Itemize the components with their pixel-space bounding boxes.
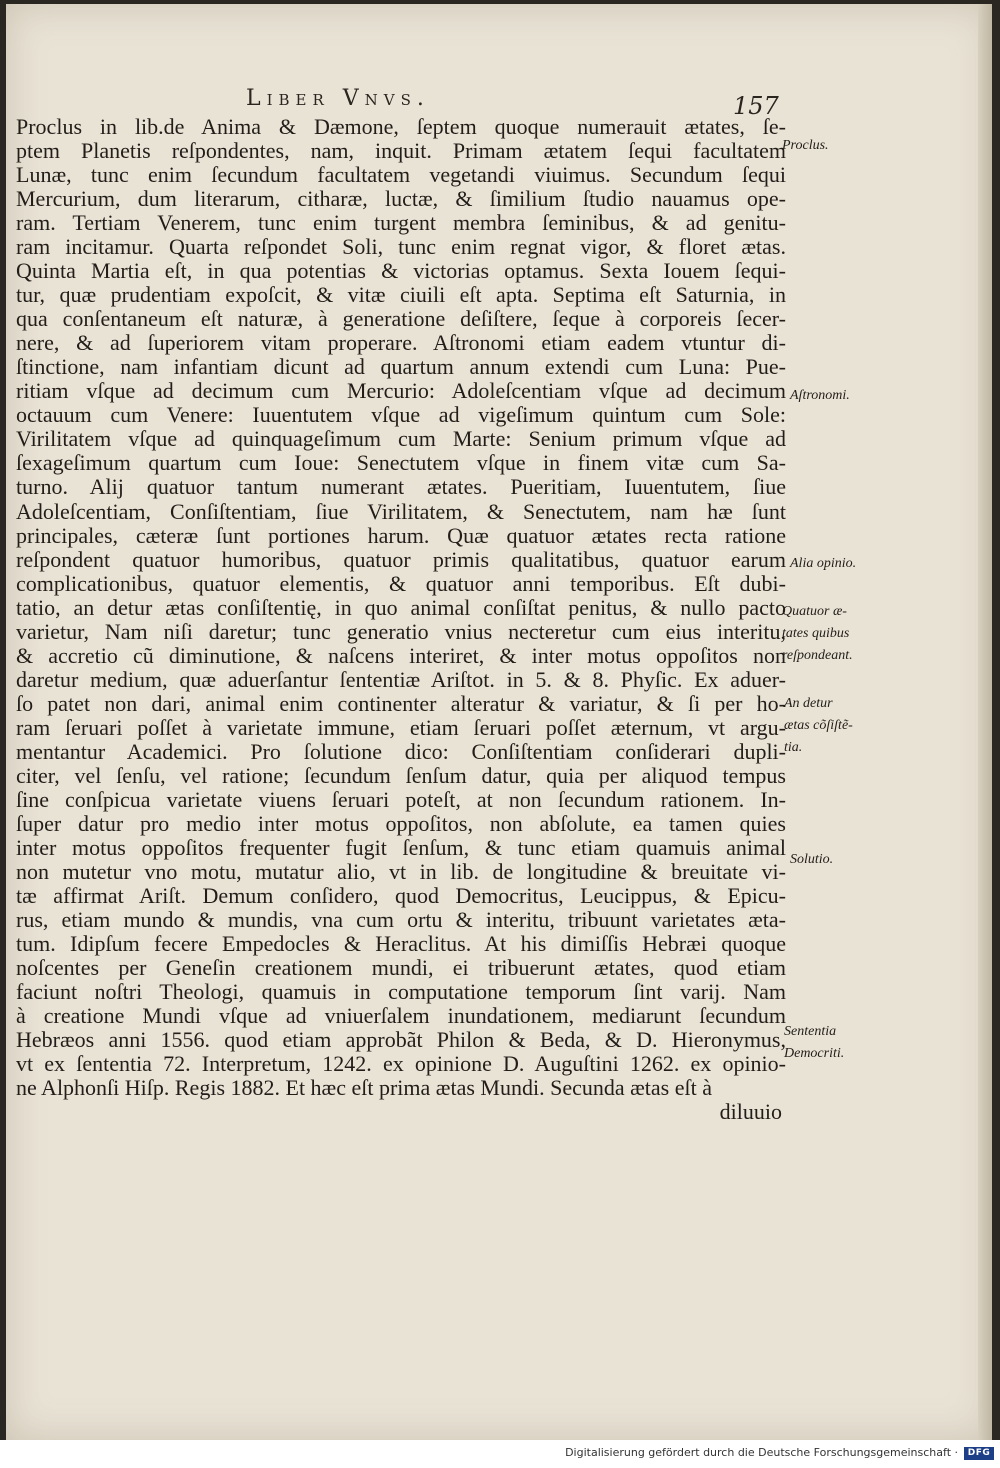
margin-note-line: reſpondeant. xyxy=(782,648,853,663)
text-line: Lunæ, tunc enim ſecundum facultatem vegetandi viuimus. Secundum ſequi xyxy=(16,163,786,188)
text-line: principales, cæteræ ſunt portiones harum. Quæ quatuor ætates recta ratione xyxy=(16,523,786,548)
text-line: Proclus in lib.de Anima & Dæmone, ſeptem quoque numerauit ætates, ſe- xyxy=(16,115,786,139)
margin-note-line: Quatuor æ- xyxy=(782,604,847,619)
text-line: non mutetur vno motu, mutatur alio, vt in lib. de longitudine & breuitate vi- xyxy=(16,859,786,884)
text-line: Hebræos anni 1556. quod etiam approbãt Philon & Beda, & D. Hieronymus, xyxy=(16,1028,786,1053)
page-edge xyxy=(978,4,992,1440)
digitization-footer xyxy=(0,1440,1000,1468)
margin-note-line: tates quibus xyxy=(782,626,850,641)
text-line: tatio, an detur ætas conſiſtentię, in quo animal conſiſtat penitus, & nullo pacto xyxy=(16,595,786,620)
margin-note-line: An detur xyxy=(784,696,833,711)
margin-note-line: Proclus. xyxy=(782,138,829,153)
text-line: ſtinctione, nam infantiam dicunt ad quartum annum extendi cum Luna: Pue- xyxy=(16,355,786,380)
text-line: qua conſentaneum eſt naturæ, à generatione deſiſtere, ſeque à corporeis ſecer- xyxy=(16,307,786,332)
text-line: tum. Idipſum fecere Empedocles & Heraclitus. At his dimiſſis Hebræi quoque xyxy=(16,932,786,957)
margin-note-line: Democriti. xyxy=(784,1046,845,1061)
text-line: Mercurium, dum literarum, citharæ, luctæ, & ſimilium ſtudio nauamus ope- xyxy=(16,187,786,212)
margin-note-line: Sententia xyxy=(784,1024,837,1039)
text-line: faciunt noſtri Theologi, quamuis in computatione temporum ſint varij. Nam xyxy=(16,980,786,1005)
dfg-logo: DFG xyxy=(964,1447,994,1460)
text-line: ram. Tertiam Venerem, tunc enim turgent membra ſeminibus, & ad genitu- xyxy=(16,211,786,236)
text-line: ritiam vſque ad decimum cum Mercurio: Adoleſcentiam vſque ad decimum xyxy=(16,379,786,404)
book-page xyxy=(6,4,992,1440)
text-line: nere, & ad ſuperiorem vitam properare. Aſtronomi etiam eadem vtuntur di- xyxy=(16,331,786,356)
catchword: diluuio xyxy=(719,1100,782,1125)
text-line: & accretio cũ diminutione, & naſcens interiret, & inter motus oppoſitos non xyxy=(16,643,786,668)
text-line: ram incitamur. Quarta reſpondet Soli, tunc enim regnat vigor, & floret ætas. xyxy=(16,235,786,260)
footer-credit: Digitalisierung gefördert durch die Deutsche Forschungsgemeinschaft · xyxy=(565,1446,958,1459)
text-line: inter motus oppoſitos frequenter fugit ſenſum, & tunc etiam quamuis animal xyxy=(16,835,786,860)
text-line: Quinta Martia eſt, in qua potentias & victorias optamus. Sexta Iouem ſequi- xyxy=(16,259,786,284)
text-line: noſcentes per Geneſin creationem mundi, ei tribuerunt ætates, quod etiam xyxy=(16,956,786,981)
text-line: complicationibus, quatuor elementis, & quatuor anni temporibus. Eſt dubi- xyxy=(16,571,786,596)
text-line: citer, vel ſenſu, vel ratione; ſecundum ſenſum datur, quia per aliquod tempus xyxy=(16,763,786,788)
margin-note-astronomi xyxy=(790,385,850,407)
margin-note-line: ætas cõſiſtẽ- xyxy=(784,718,853,733)
text-line: à creatione Mundi vſque ad vniuerſalem inundationem, mediarunt ſecundum xyxy=(16,1004,786,1029)
text-line: varietur, Nam niſi daretur; tunc generatio vnius necteretur cum eius interitu, xyxy=(16,619,786,644)
body-text xyxy=(16,115,786,1124)
margin-note-quatuor-aetates xyxy=(782,601,853,667)
text-line: tæ affirmat Ariſt. Demum conſidero, quod Democritus, Leucippus, & Epicu- xyxy=(16,884,786,908)
text-line: turno. Alij quatuor tantum numerant ætates. Pueritiam, Iuuentutem, ſiue xyxy=(16,475,786,500)
margin-note-proclus xyxy=(782,135,829,157)
page-number: 157 xyxy=(733,92,779,120)
margin-note-line: Solutio. xyxy=(790,852,834,867)
text-line: mentantur Academici. Pro ſolutione dico: Conſiſtentiam conſiderari dupli- xyxy=(16,739,786,764)
margin-note-an-detur xyxy=(784,693,853,759)
text-line: ſo patet non dari, animal enim continenter alteratur & variatur, & ſi per ho- xyxy=(16,691,786,716)
text-line: ſuper datur pro medio inter motus oppoſitos, non abſolute, ea tamen quies xyxy=(16,811,786,836)
running-title: Liber Vnvs. xyxy=(246,86,430,111)
margin-note-sententia xyxy=(784,1021,844,1065)
text-line: rus, etiam mundo & mundis, vna cum ortu & interitu, tribuunt varietates æta- xyxy=(16,908,786,933)
margin-note-line: tia. xyxy=(784,740,803,755)
text-line: ram ſeruari poſſet à varietate immune, etiam ſeruari poſſet æternum, vt argu- xyxy=(16,715,786,740)
text-line: ptem Planetis reſpondentes, nam, inquit. Primam ætatem ſequi facultatem xyxy=(16,139,786,164)
margin-note-line: Aſtronomi. xyxy=(790,388,850,403)
text-line: ſexageſimum quartum cum Ioue: Senectutem vſque in finem vitæ cum Sa- xyxy=(16,451,786,476)
margin-note-solutio xyxy=(790,849,833,871)
text-line: Virilitatem vſque ad quinquageſimum cum Marte: Senium primum vſque ad xyxy=(16,427,786,452)
text-line: octauum cum Venere: Iuuentutem vſque ad vigeſimum quintum cum Sole: xyxy=(16,403,786,428)
text-line: ſine conſpicua varietate viuens ſeruari poteſt, at non ſecundum rationem. In- xyxy=(16,787,786,812)
text-line: reſpondent quatuor humoribus, quatuor primis qualitatibus, quatuor earum xyxy=(16,547,786,572)
margin-note-line: Alia opinio. xyxy=(790,556,857,571)
margin-note-alia-opinio xyxy=(790,553,856,575)
text-line: Adoleſcentiam, Conſiſtentiam, ſiue Virilitatem, & Senectutem, nam hæ ſunt xyxy=(16,499,786,524)
text-line: daretur medium, quæ aduerſantur ſententiæ Ariſtot. in 5. & 8. Phyſic. Ex aduer- xyxy=(16,667,786,692)
text-line: ne Alphonſi Hiſp. Regis 1882. Et hæc eſt prima ætas Mundi. Secunda ætas eſt à xyxy=(16,1076,712,1101)
text-line: tur, quæ prudentiam expoſcit, & vitæ ciuili eſt apta. Septima eſt Saturnia, in xyxy=(16,283,786,308)
text-line: vt ex ſententia 72. Interpretum, 1242. ex opinione D. Auguſtini 1262. ex opinio- xyxy=(16,1052,786,1077)
